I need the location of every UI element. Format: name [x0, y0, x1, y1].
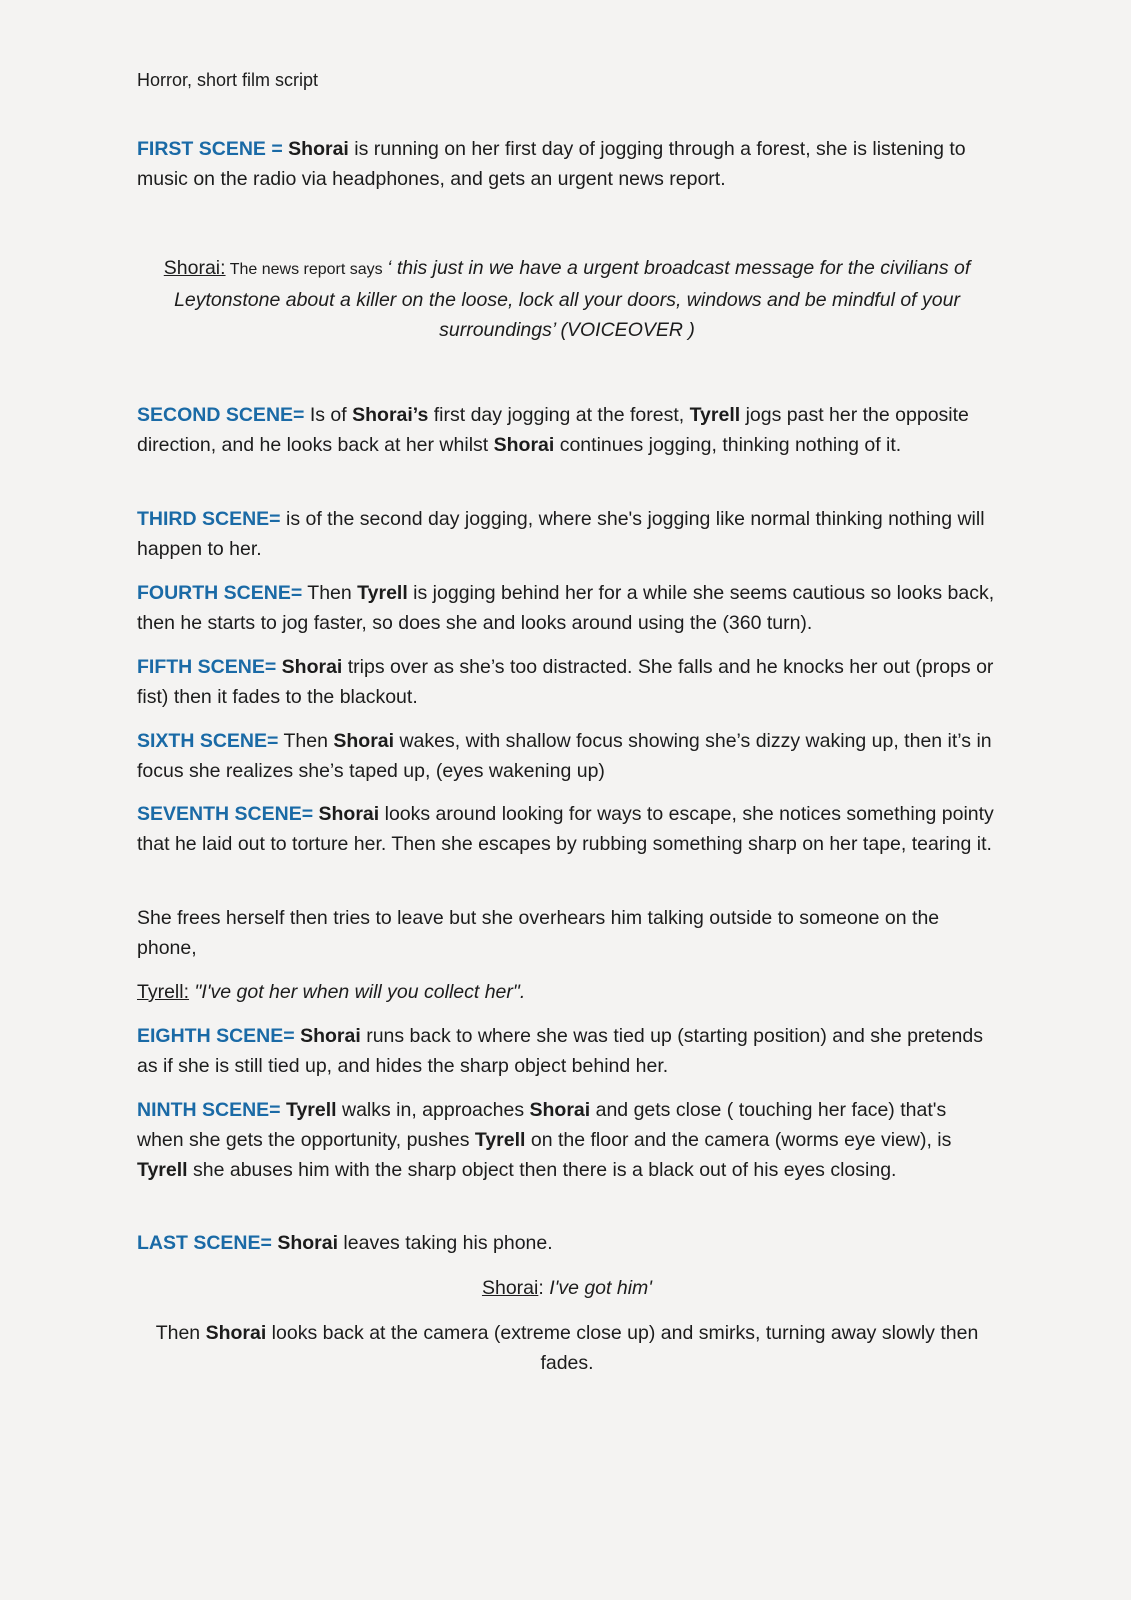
scene-text: first day jogging at the forest, — [428, 404, 690, 426]
scene-text: trips over as she’s too distracted. She falls and he knocks her out (props or fist) then it fades to the blackout. — [137, 656, 994, 708]
scene-text: wakes, with shallow focus showing she’s dizzy waking up, then it’s in focus she realizes she’s taped up, (eyes wakening up) — [137, 730, 992, 782]
character-name: Tyrell — [474, 1129, 526, 1151]
character-name: Tyrell — [137, 1159, 188, 1181]
scene-text: continues jogging, thinking nothing of it. — [554, 434, 902, 456]
scene-text: Then — [155, 1322, 206, 1344]
scene-label: FOURTH SCENE= — [137, 582, 303, 604]
scene-text: is jogging behind her for a while she seems cautious so looks back, then he starts to jog faster, so does she and looks around using the (360 turn). — [137, 582, 995, 634]
scene-fourth — [137, 578, 997, 638]
scene-fifth — [137, 652, 997, 712]
scene-label: EIGHTH SCENE= — [137, 1025, 295, 1047]
scene-label: LAST SCENE= — [137, 1232, 272, 1254]
tyrell-dialogue — [137, 977, 997, 1007]
character-name: Shorai — [276, 656, 343, 678]
scene-text: Is of — [304, 404, 353, 426]
character-name: Shorai — [493, 434, 555, 456]
character-name: Shorai — [294, 1025, 361, 1047]
scene-third — [137, 504, 997, 564]
scene-label: SEVENTH SCENE= — [137, 803, 314, 825]
shorai-dialogue — [137, 1273, 997, 1303]
scene-text: jogs past her the opposite direction, and he looks back at her whilst — [137, 404, 969, 456]
character-name: Shorai — [333, 730, 395, 752]
character-name: Shorai — [205, 1322, 267, 1344]
scene-sixth — [137, 726, 997, 786]
character-name: Shorai’s — [352, 404, 429, 426]
scene-second — [137, 400, 997, 460]
dialogue-quote: I've got him' — [549, 1277, 653, 1299]
ending-paragraph — [137, 1318, 997, 1378]
scene-text: leaves taking his phone. — [338, 1232, 553, 1254]
character-name: Tyrell — [280, 1099, 337, 1121]
scene-text: on the floor and the camera (worms eye view), is — [525, 1129, 952, 1151]
speaker-label: Shorai — [481, 1277, 539, 1299]
scene-text: is of the second day jogging, where she's jogging like normal thinking nothing will happen to her. — [137, 508, 985, 560]
scene-text: she abuses him with the sharp object then there is a black out of his eyes closing. — [187, 1159, 897, 1181]
scene-text: runs back to where she was tied up (starting position) and she pretends as if she is still tied up, and hides the sharp object behind her. — [137, 1025, 983, 1077]
scene-seventh — [137, 799, 997, 859]
document-title: Horror, short film script — [137, 70, 319, 90]
scene-text: looks around looking for ways to escape, she notices something pointy that he laid out to torture her. Then she escapes by rubbing something sharp on her tape, tearing it. — [137, 803, 994, 855]
scene-text: is running on her first day of jogging through a forest, she is listening to music on the radio via headphones, and gets an urgent news report. — [137, 138, 966, 190]
character-name: Shorai — [313, 803, 380, 825]
scene-label: THIRD SCENE= — [137, 508, 281, 530]
scene-label: SECOND SCENE= — [137, 404, 305, 426]
scene-text: Then — [278, 730, 334, 752]
scene-text: and gets close ( touching her face) that's when she gets the opportunity, pushes — [137, 1099, 947, 1151]
scene-text: Then — [302, 582, 358, 604]
scene-text: looks back at the camera (extreme close up) and smirks, turning away slowly then fades. — [266, 1322, 979, 1374]
dialogue-quote: "I've got her when will you collect her". — [189, 981, 526, 1003]
character-name: Shorai — [288, 138, 349, 160]
scene-label: FIRST SCENE = — [137, 138, 289, 160]
scene-label: SIXTH SCENE= — [137, 730, 279, 752]
scene-label: NINTH SCENE= — [137, 1099, 281, 1121]
news-report — [137, 253, 997, 345]
scene-label: FIFTH SCENE= — [137, 656, 277, 678]
character-name: Tyrell — [689, 404, 741, 426]
dialogue-colon: : — [538, 1277, 550, 1299]
scene-eighth — [137, 1021, 997, 1081]
scene-text: walks in, approaches — [336, 1099, 530, 1121]
speaker-label: Shorai: — [163, 257, 226, 279]
character-name: Tyrell — [357, 582, 408, 604]
frees-herself-paragraph: She frees herself then tries to leave but she overhears him talking outside to someone on the phone, — [137, 907, 940, 959]
news-quote: ‘ this just in we have a urgent broadcast message for the civilians of Leytonstone about a killer on the loose, lock all your doors, windows and be mindful of your surroundings’ (VOICEOVER ) — [174, 257, 971, 341]
news-intro: The news report says — [225, 261, 388, 278]
scene-ninth — [137, 1095, 997, 1185]
character-name: Shorai — [271, 1232, 339, 1254]
scene-last — [137, 1228, 997, 1258]
scene-first — [137, 134, 997, 194]
speaker-label: Tyrell: — [137, 981, 190, 1003]
character-name: Shorai — [529, 1099, 591, 1121]
